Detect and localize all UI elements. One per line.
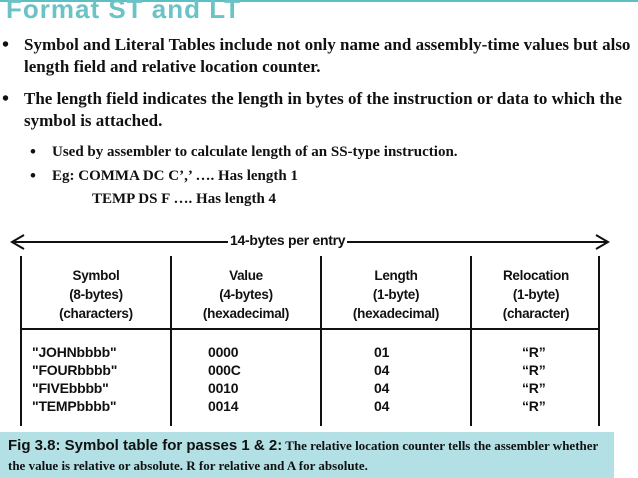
table-cell-length: 04	[374, 380, 390, 396]
span-label: 14-bytes per entry	[230, 232, 346, 248]
table-cell-length: 04	[374, 362, 390, 378]
table-cell-symbol: "FOURbbbb"	[32, 362, 118, 378]
sub-bullet-2: • Eg: COMMA DC C’,’ …. Has length 1	[0, 166, 632, 186]
figure-caption	[0, 432, 614, 478]
table-cell-symbol: "FIVEbbbb"	[32, 380, 109, 396]
slide-title: Format ST and LT	[6, 0, 242, 24]
header-divider	[22, 328, 598, 330]
table-cell-relocation: “R”	[522, 380, 546, 396]
caption-text: The relative location counter tells the assembler whether the value is relative or absolute. R for relative and A for absolute.	[8, 438, 599, 473]
table-cell-length: 01	[374, 344, 390, 360]
bullet-list	[0, 34, 632, 209]
column-header-symbol: Symbol (8-bytes) (characters)	[59, 268, 133, 321]
table-cell-symbol: "TEMPbbbb"	[32, 398, 117, 414]
column-header-length: Length (1-byte) (hexadecimal)	[352, 268, 440, 321]
column-header-relocation: Relocation (1-byte) (character)	[502, 268, 570, 321]
table-cell-value: 0010	[208, 380, 239, 396]
symbol-table	[20, 256, 600, 426]
bullet-2: • The length field indicates the length in bytes of the instruction or data to which the symbol is attached.	[0, 88, 632, 132]
bullet-1: • Symbol and Literal Tables include not only name and assembly-time values but also length field and relative location counter.	[0, 34, 632, 78]
caption-lead: Fig 3.8: Symbol table for passes 1 & 2:	[8, 437, 283, 454]
sub-bullet-1: • Used by assembler to calculate length of an SS-type instruction.	[0, 142, 632, 162]
sub-bullet-continuation: TEMP DS F …. Has length 4	[92, 191, 277, 207]
table-cell-symbol: "JOHNbbbb"	[32, 344, 117, 360]
symbol-table-figure	[0, 228, 638, 432]
table-cell-value: 000C	[208, 362, 241, 378]
table-cell-value: 0000	[208, 344, 239, 360]
table-cell-relocation: “R”	[522, 398, 546, 414]
table-cell-length: 04	[374, 398, 390, 414]
table-cell-relocation: “R”	[522, 344, 546, 360]
column-header-value: Value (4-bytes) (hexadecimal)	[202, 268, 290, 321]
table-cell-value: 0014	[208, 398, 239, 414]
table-cell-relocation: “R”	[522, 362, 546, 378]
